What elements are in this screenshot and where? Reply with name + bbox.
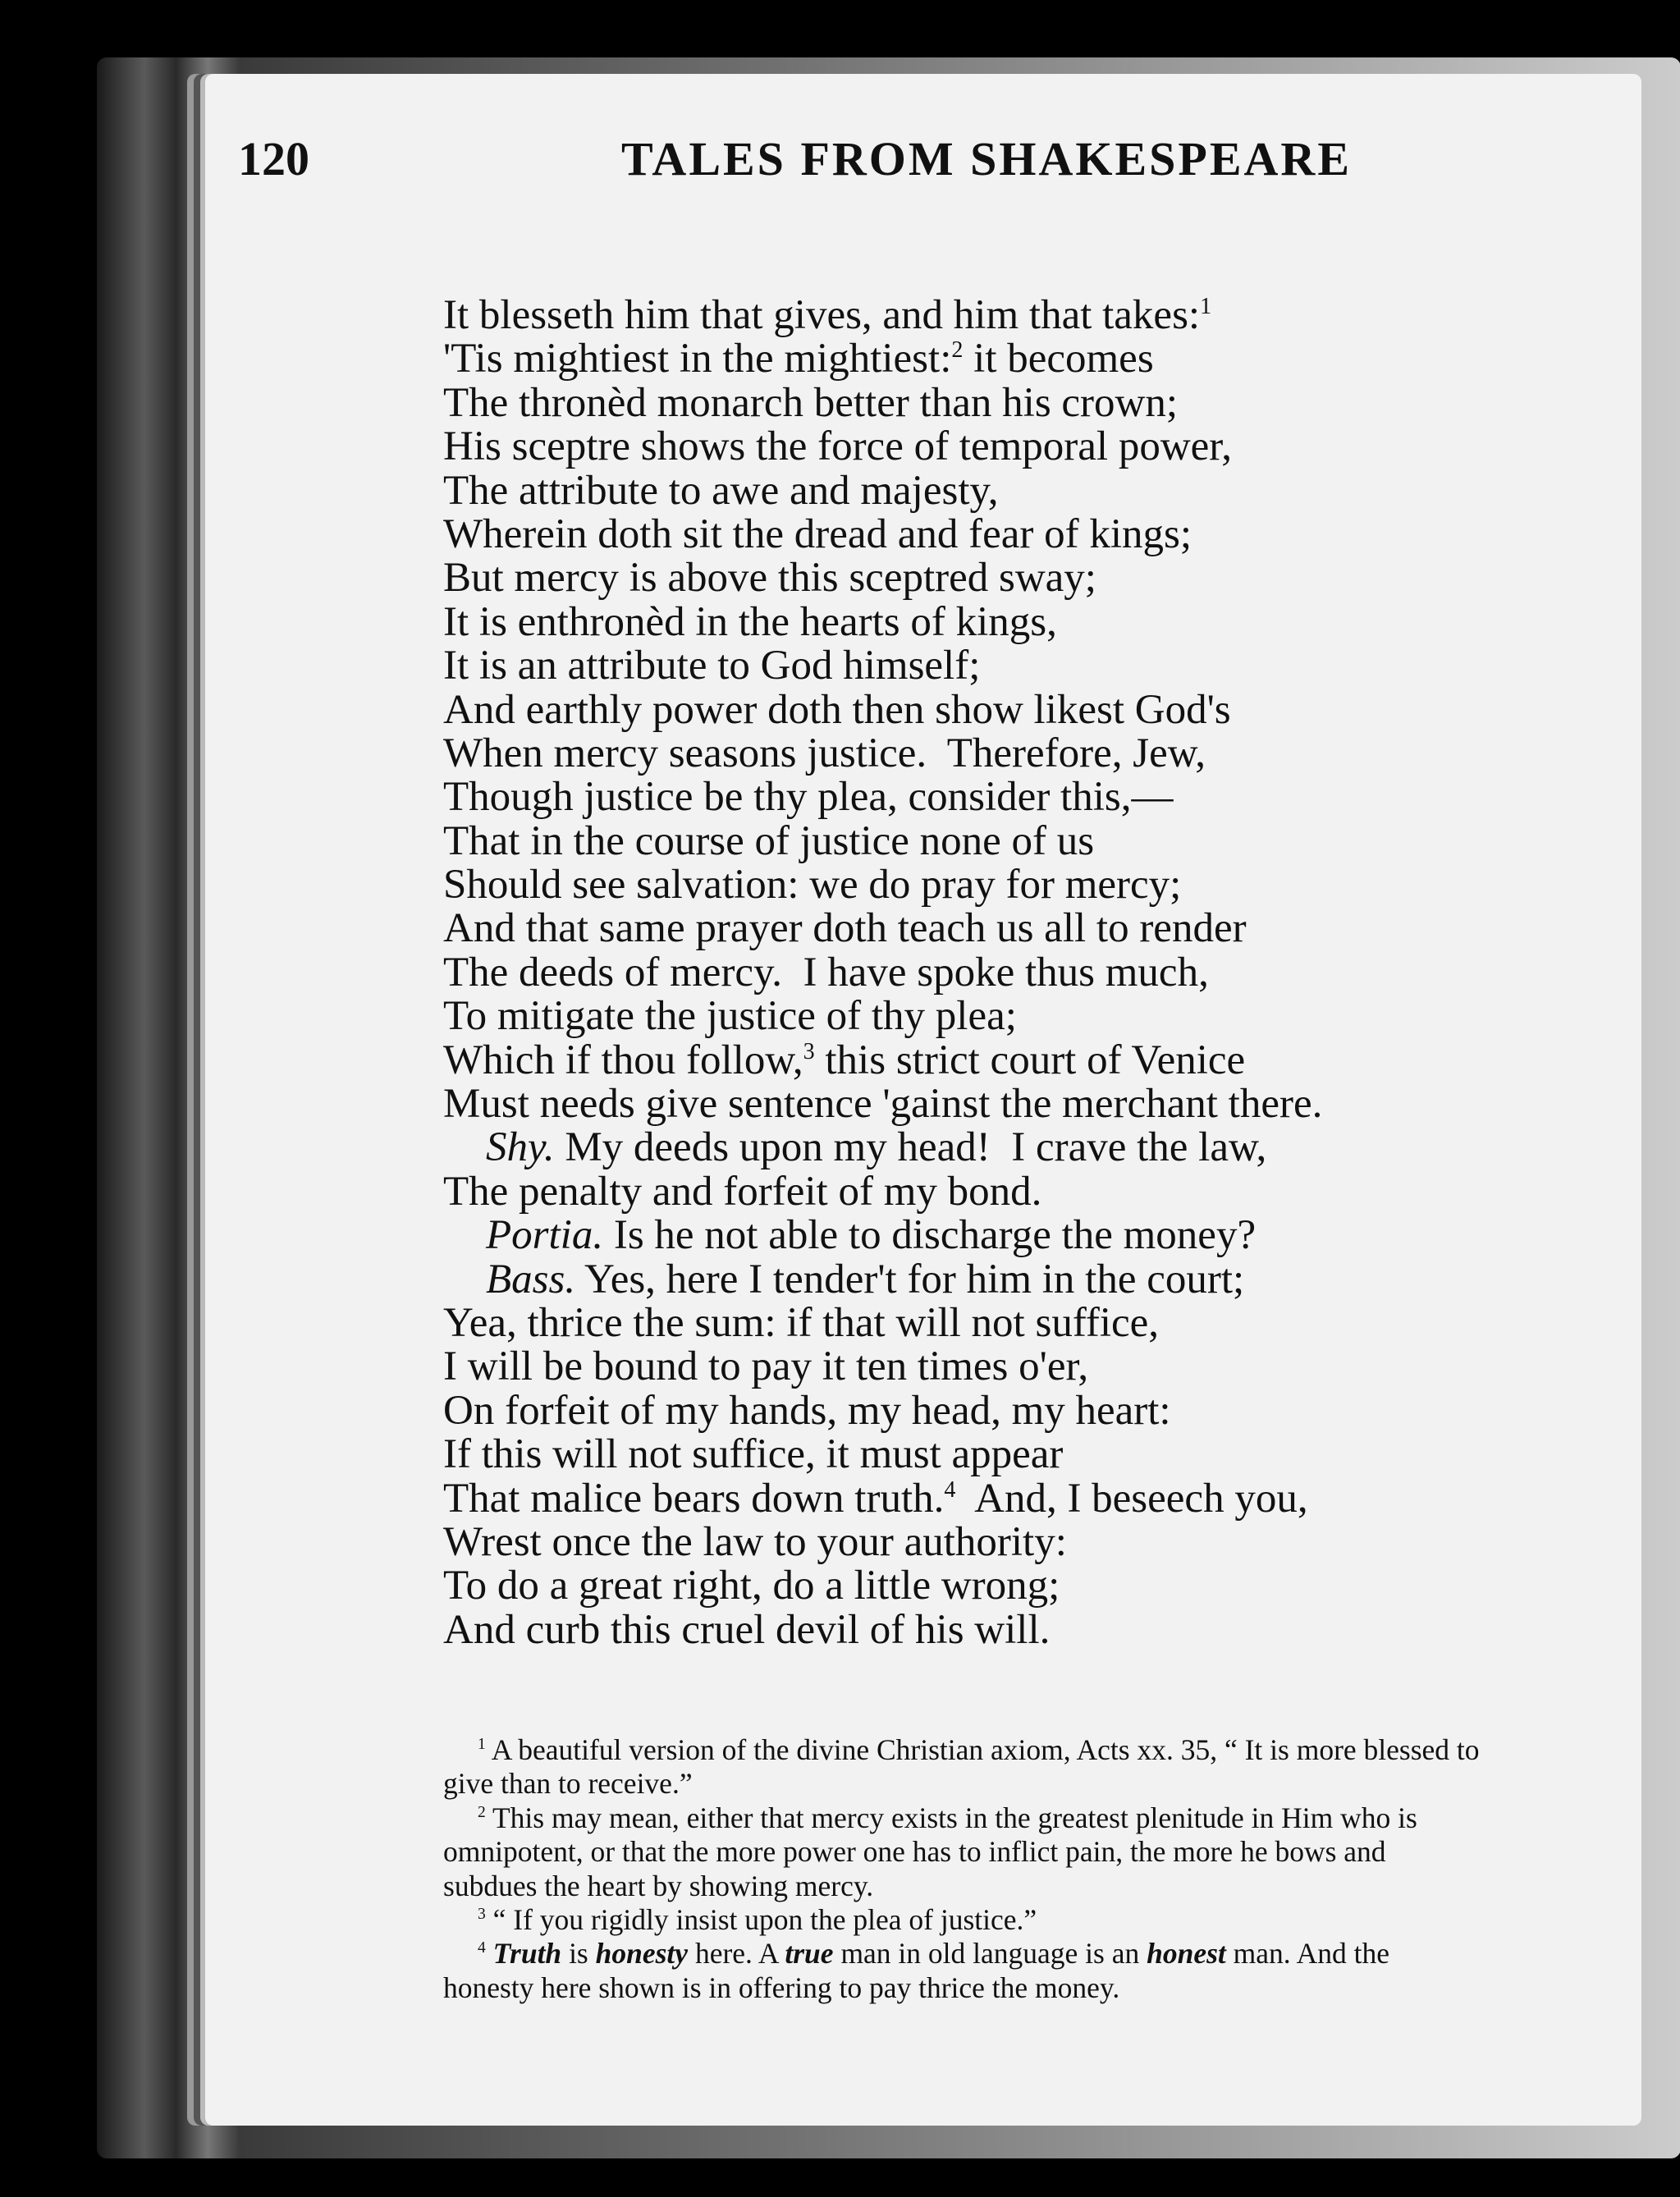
verse-text: The thronèd monarch better than his crown; (443, 379, 1179, 426)
footnote-number: 4 (478, 1939, 486, 1957)
footnote-text: A beautiful version of the divine Christian axiom, Acts xx. 35, “ It is more blessed to give than to receive.” (443, 1733, 1480, 1801)
footnote-text: This may mean, either that mercy exists in the greatest plenitude in Him who is omnipotent, or that the more power one has to inflict pain, the more he bows and subdues the heart by showing mercy. (443, 1801, 1417, 1902)
verse-text: Should see salvation: we do pray for mercy; (443, 862, 1182, 909)
verse-text: His sceptre shows the force of temporal power, (443, 423, 1232, 470)
verse-text: Wherein doth sit the dread and fear of kings; (443, 510, 1192, 557)
verse-text: Wrest once the law to your authority: (443, 1518, 1067, 1565)
footnote-emphasis: honesty (595, 1937, 689, 1970)
verse-text: It is an attribute to God himself; (443, 643, 981, 689)
verse-line (443, 1345, 1322, 1389)
verse-text: If this will not suffice, it must appear (443, 1431, 1064, 1478)
verse-line (443, 1170, 1322, 1214)
verse-line (443, 1214, 1322, 1257)
verse-line (443, 995, 1322, 1038)
verse-line (443, 294, 1322, 337)
footnote-marker: 1 (1200, 294, 1212, 319)
verse-line (443, 644, 1322, 688)
verse-line (443, 1564, 1322, 1608)
verse-text: it becomes (963, 336, 1154, 382)
verse-text: Which if thou follow, (443, 1037, 803, 1083)
verse-text: And that same prayer doth teach us all to render (443, 905, 1247, 952)
verse-text: The penalty and forfeit of my bond. (443, 1168, 1042, 1215)
verse-line (443, 1082, 1322, 1126)
verse-line (443, 776, 1322, 819)
verse-line (443, 1389, 1322, 1433)
verse-text: That in the course of justice none of us (443, 817, 1095, 864)
footnote-emphasis: honest (1147, 1937, 1226, 1970)
verse-line (443, 817, 1322, 864)
verse-line (443, 469, 1322, 513)
verse-text: It blesseth him that gives, and him that takes: (443, 292, 1201, 338)
verse-text: I will be bound to pay it ten times o'er, (443, 1343, 1089, 1390)
verse-line (443, 1039, 1322, 1082)
verse-text: On forfeit of my hands, my head, my heart: (443, 1387, 1171, 1434)
verse-text: To do a great right, do a little wrong; (443, 1563, 1060, 1609)
verse-line (443, 510, 1322, 557)
footnote (443, 1733, 1485, 1801)
running-title: TALES FROM SHAKESPEARE (621, 132, 1352, 185)
verse-text: Though justice be thy plea, consider this,— (443, 774, 1174, 821)
verse-line (443, 1477, 1322, 1521)
footnote-text: “ If you rigidly insist upon the plea of justice.” (492, 1903, 1037, 1937)
verse-line (443, 556, 1322, 600)
speaker-name: Bass. (486, 1256, 576, 1302)
verse-line (443, 1299, 1322, 1346)
verse-line (443, 951, 1322, 995)
verse-line (443, 1518, 1322, 1565)
page-number: 120 (238, 132, 309, 185)
verse-line (443, 1433, 1322, 1476)
verse-line (443, 1126, 1322, 1169)
footnote-emphasis: true (785, 1937, 834, 1970)
verse-text: That malice bears down truth. (443, 1475, 945, 1522)
verse-line (443, 337, 1322, 381)
verse-text: To mitigate the justice of thy plea; (443, 993, 1017, 1040)
footnote: $^4$ Truth is honesty here. A true man in old language is an honest man. And the honesty here shown is in offering to pay thrice the money. (443, 1937, 1389, 2004)
footnote (443, 1903, 1485, 1937)
verse-text: But mercy is above this sceptred sway; (443, 555, 1096, 602)
verse-text: Yes, here I tender't for him in the court; (575, 1256, 1245, 1302)
verse-text: It is enthronèd in the hearts of kings, (443, 598, 1057, 645)
speaker-name: Shy. (486, 1124, 555, 1171)
verse-text: My deeds upon my head! I crave the law, (554, 1124, 1267, 1171)
footnotes (443, 1733, 1485, 2005)
footnote-emphasis: Truth (492, 1937, 562, 1970)
verse-text: this strict court of Venice (814, 1037, 1246, 1083)
verse-text: The deeds of mercy. I have spoke thus much, (443, 949, 1209, 996)
speaker-name: Portia. (486, 1212, 604, 1259)
footnote-marker: 2 (951, 337, 964, 364)
verse-line (443, 1606, 1322, 1653)
verse-line (443, 863, 1322, 907)
verse-text: And curb this cruel devil of his will. (443, 1606, 1051, 1653)
verse-line (443, 907, 1322, 950)
running-header (238, 131, 1352, 186)
verse-line (443, 732, 1322, 776)
footnote-number: 2 (478, 1803, 486, 1821)
verse-line (443, 686, 1322, 733)
verse-passage (443, 294, 1322, 1652)
verse-text: And, I beseech you, (955, 1475, 1308, 1522)
verse-text: Must needs give sentence 'gainst the merchant there. (443, 1081, 1323, 1128)
verse-text: Is he not able to discharge the money? (603, 1212, 1257, 1259)
footnote (443, 1801, 1485, 1903)
verse-text: The attribute to awe and majesty, (443, 467, 999, 514)
verse-text: 'Tis mightiest in the mightiest: (443, 336, 952, 382)
verse-text: And earthly power doth then show likest God's (443, 686, 1231, 733)
verse-text: When mercy seasons justice. Therefore, Jew, (443, 730, 1206, 776)
verse-line (443, 1258, 1322, 1302)
footnote-number: 3 (478, 1906, 486, 1924)
verse-line (443, 379, 1322, 426)
verse-text: Yea, thrice the sum: if that will not suffice, (443, 1299, 1160, 1346)
verse-line (443, 425, 1322, 469)
footnote-marker: 3 (803, 1038, 815, 1064)
verse-line (443, 598, 1322, 645)
footnote-number: 1 (478, 1736, 486, 1754)
footnote-marker: 4 (944, 1476, 956, 1503)
